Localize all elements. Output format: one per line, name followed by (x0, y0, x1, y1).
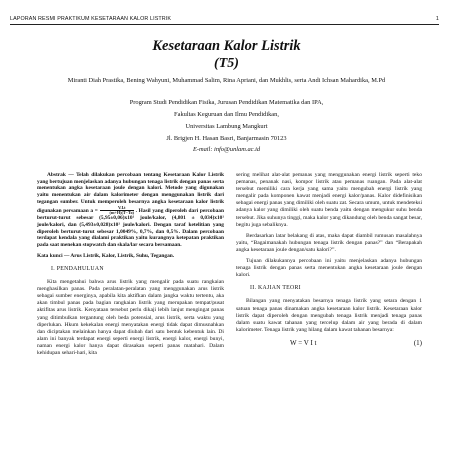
left-column (37, 172, 224, 361)
paper-title: Kesetaraan Kalor Listrik (152, 38, 301, 54)
fraction-numerator: V.I.t (100, 206, 134, 211)
body-paragraph: Bilangan yang menyatakan besarnya tenaga listrik yang setara dengan 1 satuan tenaga panas dinamakan angka kesetaraan kalor listrik. Kesetaraan kalor listrik dapat diperoleh dengan mengubah tenaga listrik menjadi tenaga panas dalam suatu kawat tahanan yang tercelup dalam air yang berada di dalam kalorimeter. Tenaga listrik yang hilang dalam kawat tahanan besarnya: (236, 298, 422, 333)
author-list: Miranti Diah Prastika, Bening Wahyuni, Muhammad Salim, Rina Apriani, dan Mukhlis, serta Andi Ichsan Mahardika, M.Pd (67, 77, 386, 84)
right-column (236, 172, 422, 347)
running-header (10, 14, 439, 26)
affiliation-line: Fakultas Keguruan dan Ilmu Pendidikan, (174, 111, 279, 118)
header-title: LAPORAN RESMI PRAKTIKUM KESETARAAN KALOR LISTRIK (10, 16, 172, 22)
paper-subtitle: (T5) (214, 56, 239, 71)
affiliation-email: E-mail: info@unlam.ac.id (192, 146, 261, 153)
body-paragraph: sering melihat alat-alat pemanas yang menggunakan energi listrik seperti teko pemanas, penanak nasi, kompor listrik atau pemanas ruangan. Pada alat-alat tersebut memiliki cara kerja yang sama yaitu mengubah energi listrik yang mengalir pada komponen kawat menjadi energi kalor/panas. Kalor didefinisikan sebagai energi panas yang dimiliki oleh suatu zat. Secara umum, untuk mendeteksi adanya kalor yang dimiliki oleh suatu benda yaitu dengan mengukur suhu benda tersebut. Jika suhunya tinggi, maka kalor yang dikandung oleh benda sangat besar, begitu juga sebaliknya. (236, 172, 422, 228)
affiliation-line: Program Studi Pendidikan Fisika, Jurusan Pendidikan Matematika dan IPA, (129, 99, 324, 106)
equation-formula: W = V I t (290, 338, 317, 347)
body-paragraph: Kita mengetahui bahwa arus listrik yang mengalir pada suatu rangkaian menghasilkan panas. Pada peralatan-peralatan yang menggunakan arus listrik sebagai sumber energinya, apabila kita aktifkan dalam jangka waktu tertentu, aka akan timbul panas pada bagian rangkaian listrik yang merupakan tempat/pusat aktifitas arus listrik. Kenyataan tersebut perlu dikaji lebih lanjut mengingat panas yang ditimbulkan tergantung oleh beda potensial, arus listrik, serta waktu yang diperlukan. Hkum kekekalan energi menyatakan energi tidak dapat dimusnahkan dan diciptakan melainkan hanya dapat diubah dari satu bentuk kebentuk lain. Di alam ini banyak terdapat energi seperti energi listrik, energi kalor, energi bunyi, naman energi kalor hanya dapat dirasakan seperti panas matahari. Dalam kehidupan sehari-hari, kita (37, 279, 224, 356)
section-heading: II. KAJIAN TEORI (250, 285, 301, 292)
keywords: Kata kunci — Arus Listrik, Kalor, Listrik, Suhu, Tegangan. (37, 252, 175, 259)
abstract-fraction (100, 206, 134, 216)
affiliation-line: Jl. Brigjen H. Hasan Basri, Banjarmasin 70123 (166, 135, 287, 142)
body-paragraph: Berdasarkan latar belakang di atas, maka dapat diambil rumusan masalahnya yaitu, “Bagaimanakah hubungan tenaga listrik dengan panas?” dan “Berapakah angka kesetaraan joule dengan/satu kalori?”. (236, 232, 422, 253)
page-number: 1 (435, 16, 439, 22)
abstract-text: Abstrak — Telah dilakukan percobaan tentang Kesetaraan Kalor Listrik yang bertujuan menjelaskan adanya hubungan tenaga listrik dengan panas serta menentukan angka kesetaraan joule dengan kalori. Metode yang digunakan yaitu menentukan air dalam kalorimeter dengan menggunakan listrik dari tegangan sumber. Untuk memperoleh besarnya angka kesetaraan kalor listrik digunakan persamaan a = (37, 172, 224, 214)
header-rule (10, 24, 439, 25)
affiliation-line: Universitas Lambung Mangkurt (185, 123, 268, 130)
abstract-text-continued: . Hasil yang diperoleh dari percobaan berturut-turut sebesar (5,95±0,06)x10¹ joule/kalor, (4,801 ± 0,034)x10¹ joule/kalori, dan (5,493±0,028)x10¹ joule/kalori. Dengan taraf ketelitian yang diperoleh berturut-turut sebesar 1,0049%, 0,7%, dan 0,5%. Dalam percobaan terdapat kendala yang dialami praktikan yaitu kurangnya ketepatan praktikan pada saat menekan stopwatch dan skala/lar secara bersamaan. (37, 207, 224, 249)
equation (236, 340, 422, 347)
abstract (37, 172, 224, 249)
body-paragraph: Tujuan dilakukannya percobaan ini yaitu menjelaskan adanya hubungan tenaga listrik dengan panas serta menentukan angka kesetaraan joule dengan kalori. (236, 258, 422, 279)
fraction-denominator: (m+H)(T−To) (109, 209, 134, 215)
section-heading: I. PENDAHULUAN (51, 265, 104, 272)
equation-number: (1) (413, 338, 422, 347)
